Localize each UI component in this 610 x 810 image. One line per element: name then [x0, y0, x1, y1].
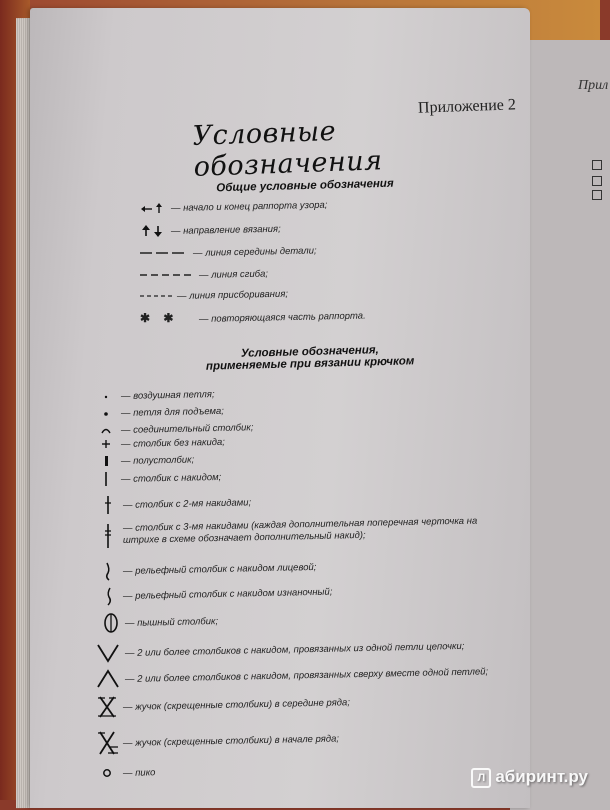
crochet-item-text: — 2 или более столбиков с накидом, провязанных из одной петли цепочки; [124, 640, 465, 659]
triple-treble-crochet-icon [102, 523, 120, 549]
arrows-left-up-icon [140, 202, 168, 214]
general-section-title: Общие условные обозначения [216, 177, 394, 195]
general-item [140, 225, 280, 237]
general-item-text: — начало и конец раппорта узора; [170, 199, 328, 214]
crochet-item [102, 436, 225, 450]
next-page-box-icon [592, 176, 602, 186]
labirint-logo-icon: Л [471, 768, 491, 788]
crochet-title-line2: применяемые при вязании крючком [205, 355, 415, 373]
general-item [140, 288, 288, 302]
crochet-item [96, 695, 350, 719]
picot-circle-icon [102, 767, 120, 779]
double-crochet-bar-icon [102, 471, 118, 487]
cluster-stitch-icon [96, 668, 122, 690]
chain-dot-icon [102, 391, 118, 401]
watermark [471, 767, 588, 788]
general-item-text: — линия сгиба; [198, 268, 268, 281]
crochet-item-text: — воздушная петля; [120, 389, 215, 402]
crochet-item-text: — столбик с 3-мя накидами (каждая дополнительная поперечная черточка на [122, 515, 477, 534]
crochet-item [102, 767, 155, 779]
treble-crochet-icon [102, 495, 120, 515]
crochet-item-text: — петля для подъема; [120, 405, 224, 419]
crochet-item-text: — соединительный столбик; [120, 422, 254, 436]
crochet-item-text: — столбик с накидом; [120, 471, 221, 485]
crochet-item [102, 561, 316, 581]
general-item-text: — направление вязания; [170, 223, 281, 237]
general-item [140, 311, 365, 325]
crochet-item-text: — пико [122, 766, 156, 779]
crochet-item [102, 612, 218, 634]
crossed-stitch-start-icon [96, 730, 120, 756]
crochet-item-text: — столбик с 2-мя накидами; [122, 496, 251, 511]
crochet-item-text: — пышный столбик; [124, 615, 218, 629]
general-item [140, 245, 317, 259]
appendix-header: Приложение 2 [417, 96, 517, 117]
general-item-text: — повторяющаяся часть раппорта. [198, 310, 366, 325]
crochet-section-title [180, 343, 441, 374]
next-page-box-icon [592, 190, 602, 200]
v-stitch-icon [96, 642, 122, 664]
crochet-item-text: — рельефный столбик с накидом лицевой; [122, 561, 317, 577]
turning-chain-dot-icon [102, 408, 118, 418]
crochet-item-text: — полустолбик; [120, 453, 194, 467]
crochet-item [102, 391, 214, 402]
page-title: Условные обозначения [192, 115, 384, 183]
crochet-item [96, 665, 488, 690]
front-post-icon [102, 561, 120, 581]
crossed-stitch-middle-icon [96, 695, 120, 719]
crochet-title-line1: Условные обозначения, [240, 344, 379, 360]
general-item [140, 199, 328, 214]
dash-line-icon [140, 271, 196, 279]
asterisks-icon: ✱ ✱ [140, 311, 174, 325]
next-page-header: Прил [578, 78, 609, 93]
crochet-item [96, 730, 339, 756]
plus-icon [102, 439, 118, 449]
general-item [140, 270, 268, 281]
crochet-item [100, 422, 254, 436]
crochet-item-text: — столбик без накида; [120, 436, 225, 450]
long-dash-line-icon [140, 249, 190, 257]
next-page-box-icon [592, 160, 602, 170]
book-page [30, 8, 530, 808]
general-item-text: — линия середины детали; [192, 245, 317, 259]
crochet-item [102, 471, 221, 487]
crochet-item [102, 405, 224, 419]
half-double-bar-icon [102, 454, 118, 468]
crochet-item-text: — жучок (скрещенные столбики) в начале ряда; [122, 732, 339, 749]
back-post-icon [102, 586, 120, 606]
crochet-item-text: — жучок (скрещенные столбики) в середине ряда; [122, 696, 350, 713]
short-dash-line-icon [140, 292, 174, 300]
general-item-text: — линия присборивания; [176, 288, 288, 302]
crochet-item-text: — 2 или более столбиков с накидом, провязанных сверху вместе одной петлей; [124, 665, 488, 685]
crochet-item [102, 586, 332, 606]
arrows-up-down-icon [140, 225, 168, 237]
crochet-item [102, 454, 194, 468]
crochet-item [102, 495, 251, 515]
crochet-item [96, 642, 464, 664]
slip-stitch-arc-icon [100, 425, 118, 435]
puff-stitch-icon [102, 612, 122, 634]
crochet-item-text: — рельефный столбик с накидом изнаночный; [122, 586, 333, 602]
watermark-text: абиринт.ру [495, 767, 588, 787]
crochet-item [102, 515, 477, 549]
crochet-item-text-continued: штрихе в схеме обозначает дополнительный накид); [122, 529, 366, 546]
